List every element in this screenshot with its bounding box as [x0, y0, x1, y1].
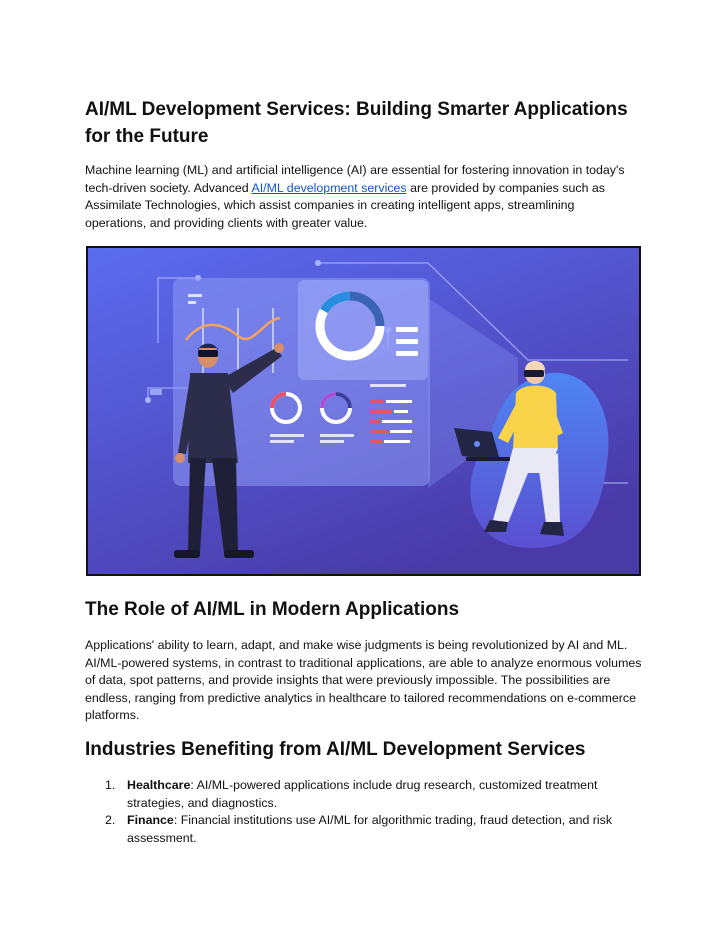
list-item-number: 2. [105, 813, 116, 828]
list-item [85, 777, 645, 812]
list-item-text: : AI/ML-powered applications include drug research, customized treatment strategies, and diagnostics. [127, 778, 598, 810]
list-item [85, 812, 645, 847]
section-heading-industries: Industries Benefiting from AI/ML Development Services [85, 739, 586, 760]
list-item-number: 1. [105, 778, 116, 792]
circuit-node [315, 260, 321, 266]
intro-text-before: Machine learning (ML) and artificial intelligence (AI) are essential for fostering innovation in today's tech-driven society. Advanced [85, 163, 625, 195]
list-item-label: Healthcare [127, 778, 191, 792]
section-heading-role: The Role of AI/ML in Modern Applications [85, 599, 460, 620]
role-paragraph: Applications' ability to learn, adapt, and make wise judgments is being revolutionized by AI and ML. AI/ML-powered systems, in contrast to traditional applications, are able to analyze enormous volumes of data, spot patterns, and provide insights that were previously impossible. The possibilities are endless, ranging from predictive analytics in healthcare to tailored recommendations on e-commerce platforms. [85, 638, 642, 723]
hero-illustration [86, 246, 641, 576]
industries-list [85, 777, 645, 847]
ai-ml-services-link[interactable]: AI/ML development services [251, 180, 407, 195]
intro-paragraph [85, 162, 637, 232]
intro-text-after: are provided by companies such as Assimilate Technologies, which assist companies in creating intelligent apps, streamlining operations, and providing clients with greater value. [85, 180, 605, 230]
page-title: AI/ML Development Services: Building Smarter Applications for the Future [85, 99, 628, 147]
list-item-label: Finance [127, 813, 174, 828]
circuit-node [145, 397, 151, 403]
list-item-text: : Financial institutions use AI/ML for algorithmic trading, fraud detection, and risk assessment. [127, 813, 613, 845]
